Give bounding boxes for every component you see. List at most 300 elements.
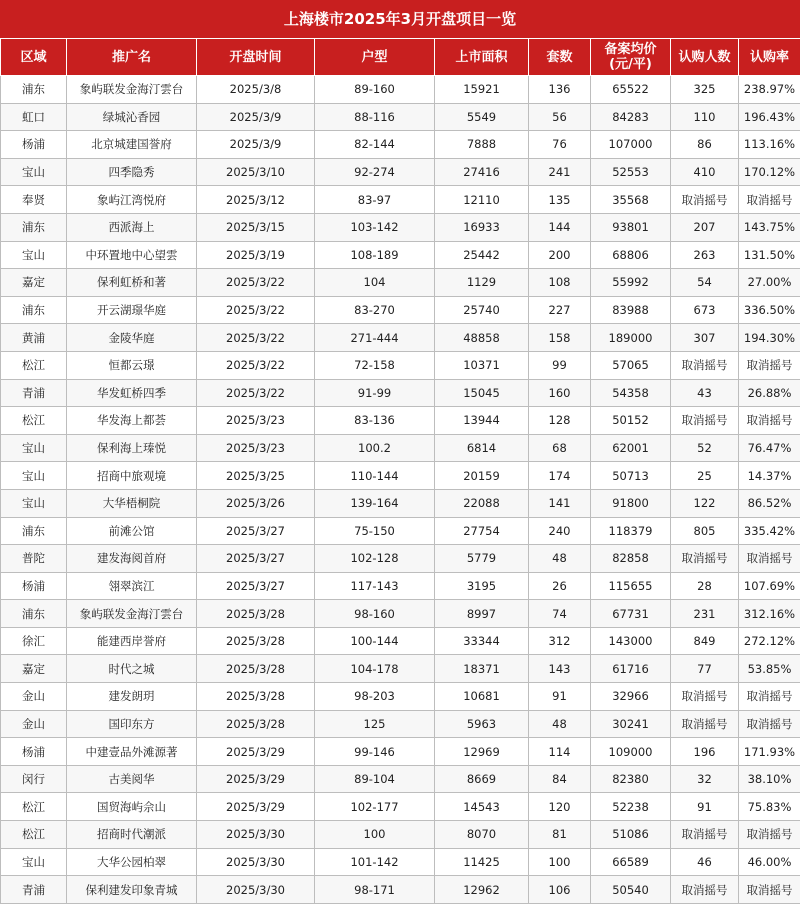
cell-unit-size: 139-164 bbox=[315, 489, 435, 517]
cell-unit-size: 82-144 bbox=[315, 131, 435, 159]
cell-avg-price: 84283 bbox=[591, 103, 671, 131]
cell-avg-price: 54358 bbox=[591, 379, 671, 407]
cell-listed-area: 27754 bbox=[435, 517, 529, 545]
cell-unit-size: 125 bbox=[315, 710, 435, 738]
cell-unit-count: 108 bbox=[529, 269, 591, 297]
cell-opening-date: 2025/3/22 bbox=[197, 324, 315, 352]
cell-opening-date: 2025/3/28 bbox=[197, 600, 315, 628]
cell-subscription-rate: 取消摇号 bbox=[739, 186, 800, 214]
cell-unit-count: 141 bbox=[529, 489, 591, 517]
cell-district: 松江 bbox=[1, 407, 67, 435]
cell-project-name: 华发虹桥四季 bbox=[67, 379, 197, 407]
cell-project-name: 开云湖璟华庭 bbox=[67, 296, 197, 324]
table-row bbox=[1, 545, 800, 573]
cell-unit-count: 120 bbox=[529, 793, 591, 821]
cell-listed-area: 48858 bbox=[435, 324, 529, 352]
cell-project-name: 时代之城 bbox=[67, 655, 197, 683]
cell-project-name: 能建西岸誉府 bbox=[67, 627, 197, 655]
cell-unit-size: 100-144 bbox=[315, 627, 435, 655]
header-row bbox=[1, 39, 800, 76]
cell-avg-price: 52553 bbox=[591, 158, 671, 186]
cell-listed-area: 33344 bbox=[435, 627, 529, 655]
cell-district: 松江 bbox=[1, 351, 67, 379]
column-header-unit-count: 套数 bbox=[529, 39, 591, 76]
cell-project-name: 翎翠滨江 bbox=[67, 572, 197, 600]
cell-subscribers: 196 bbox=[671, 738, 739, 766]
cell-unit-size: 101-142 bbox=[315, 848, 435, 876]
cell-listed-area: 8997 bbox=[435, 600, 529, 628]
table-row bbox=[1, 434, 800, 462]
cell-subscribers: 263 bbox=[671, 241, 739, 269]
cell-project-name: 古美阅华 bbox=[67, 765, 197, 793]
cell-opening-date: 2025/3/26 bbox=[197, 489, 315, 517]
cell-unit-count: 91 bbox=[529, 683, 591, 711]
cell-subscribers: 取消摇号 bbox=[671, 186, 739, 214]
cell-subscribers: 28 bbox=[671, 572, 739, 600]
table-row bbox=[1, 76, 800, 104]
table-body bbox=[1, 76, 800, 904]
cell-unit-count: 312 bbox=[529, 627, 591, 655]
cell-district: 宝山 bbox=[1, 848, 67, 876]
table-row bbox=[1, 848, 800, 876]
cell-project-name: 金陵华庭 bbox=[67, 324, 197, 352]
cell-unit-size: 102-128 bbox=[315, 545, 435, 573]
cell-subscription-rate: 取消摇号 bbox=[739, 545, 800, 573]
cell-avg-price: 68806 bbox=[591, 241, 671, 269]
cell-avg-price: 107000 bbox=[591, 131, 671, 159]
cell-project-name: 西派海上 bbox=[67, 213, 197, 241]
cell-district: 黄浦 bbox=[1, 324, 67, 352]
cell-avg-price: 82380 bbox=[591, 765, 671, 793]
cell-listed-area: 15921 bbox=[435, 76, 529, 104]
column-header-opening-date: 开盘时间 bbox=[197, 39, 315, 76]
cell-avg-price: 55992 bbox=[591, 269, 671, 297]
cell-listed-area: 8070 bbox=[435, 821, 529, 849]
cell-subscribers: 77 bbox=[671, 655, 739, 683]
cell-subscribers: 207 bbox=[671, 213, 739, 241]
project-table bbox=[0, 38, 800, 904]
table-header bbox=[1, 39, 800, 76]
page-title: 上海楼市2025年3月开盘项目一览 bbox=[0, 0, 800, 38]
cell-project-name: 保利建发印象青城 bbox=[67, 876, 197, 904]
cell-unit-count: 144 bbox=[529, 213, 591, 241]
cell-listed-area: 12110 bbox=[435, 186, 529, 214]
cell-subscription-rate: 取消摇号 bbox=[739, 876, 800, 904]
cell-unit-count: 81 bbox=[529, 821, 591, 849]
cell-project-name: 象屿江湾悦府 bbox=[67, 186, 197, 214]
cell-opening-date: 2025/3/22 bbox=[197, 351, 315, 379]
cell-district: 金山 bbox=[1, 710, 67, 738]
cell-subscription-rate: 238.97% bbox=[739, 76, 800, 104]
cell-district: 浦东 bbox=[1, 517, 67, 545]
cell-subscribers: 86 bbox=[671, 131, 739, 159]
cell-subscription-rate: 335.42% bbox=[739, 517, 800, 545]
cell-avg-price: 61716 bbox=[591, 655, 671, 683]
cell-project-name: 保利虹桥和著 bbox=[67, 269, 197, 297]
cell-subscribers: 25 bbox=[671, 462, 739, 490]
cell-unit-count: 200 bbox=[529, 241, 591, 269]
cell-opening-date: 2025/3/28 bbox=[197, 627, 315, 655]
table-row bbox=[1, 241, 800, 269]
cell-subscription-rate: 46.00% bbox=[739, 848, 800, 876]
cell-subscription-rate: 取消摇号 bbox=[739, 821, 800, 849]
cell-unit-count: 241 bbox=[529, 158, 591, 186]
cell-opening-date: 2025/3/22 bbox=[197, 269, 315, 297]
cell-project-name: 大华梧桐院 bbox=[67, 489, 197, 517]
cell-subscribers: 取消摇号 bbox=[671, 876, 739, 904]
cell-avg-price: 143000 bbox=[591, 627, 671, 655]
cell-listed-area: 20159 bbox=[435, 462, 529, 490]
cell-district: 松江 bbox=[1, 793, 67, 821]
cell-avg-price: 93801 bbox=[591, 213, 671, 241]
cell-unit-count: 68 bbox=[529, 434, 591, 462]
cell-subscribers: 122 bbox=[671, 489, 739, 517]
cell-district: 浦东 bbox=[1, 600, 67, 628]
cell-avg-price: 35568 bbox=[591, 186, 671, 214]
column-header-district: 区域 bbox=[1, 39, 67, 76]
cell-opening-date: 2025/3/30 bbox=[197, 821, 315, 849]
cell-district: 松江 bbox=[1, 821, 67, 849]
cell-subscribers: 取消摇号 bbox=[671, 683, 739, 711]
cell-listed-area: 14543 bbox=[435, 793, 529, 821]
table-row bbox=[1, 627, 800, 655]
cell-project-name: 中环置地中心望雲 bbox=[67, 241, 197, 269]
cell-subscription-rate: 196.43% bbox=[739, 103, 800, 131]
cell-subscribers: 307 bbox=[671, 324, 739, 352]
cell-subscription-rate: 272.12% bbox=[739, 627, 800, 655]
cell-subscription-rate: 取消摇号 bbox=[739, 683, 800, 711]
cell-project-name: 大华公园柏翠 bbox=[67, 848, 197, 876]
cell-listed-area: 5549 bbox=[435, 103, 529, 131]
table-row bbox=[1, 876, 800, 904]
cell-district: 青浦 bbox=[1, 379, 67, 407]
cell-subscribers: 取消摇号 bbox=[671, 545, 739, 573]
cell-unit-size: 100.2 bbox=[315, 434, 435, 462]
cell-subscription-rate: 14.37% bbox=[739, 462, 800, 490]
cell-opening-date: 2025/3/28 bbox=[197, 683, 315, 711]
cell-project-name: 恒都云璟 bbox=[67, 351, 197, 379]
table-row bbox=[1, 186, 800, 214]
cell-project-name: 中建壹品外滩源著 bbox=[67, 738, 197, 766]
cell-avg-price: 50713 bbox=[591, 462, 671, 490]
table-row bbox=[1, 379, 800, 407]
column-header-subscribers: 认购人数 bbox=[671, 39, 739, 76]
cell-avg-price: 118379 bbox=[591, 517, 671, 545]
cell-project-name: 建发朗玥 bbox=[67, 683, 197, 711]
cell-unit-size: 83-97 bbox=[315, 186, 435, 214]
cell-unit-count: 56 bbox=[529, 103, 591, 131]
cell-unit-size: 98-171 bbox=[315, 876, 435, 904]
cell-unit-count: 114 bbox=[529, 738, 591, 766]
cell-unit-count: 74 bbox=[529, 600, 591, 628]
cell-project-name: 象屿联发金海汀雲台 bbox=[67, 600, 197, 628]
cell-opening-date: 2025/3/29 bbox=[197, 765, 315, 793]
cell-unit-size: 271-444 bbox=[315, 324, 435, 352]
cell-listed-area: 3195 bbox=[435, 572, 529, 600]
cell-district: 宝山 bbox=[1, 489, 67, 517]
cell-avg-price: 32966 bbox=[591, 683, 671, 711]
table-row bbox=[1, 821, 800, 849]
table-row bbox=[1, 462, 800, 490]
table-row bbox=[1, 324, 800, 352]
cell-opening-date: 2025/3/27 bbox=[197, 545, 315, 573]
cell-unit-count: 143 bbox=[529, 655, 591, 683]
cell-opening-date: 2025/3/9 bbox=[197, 131, 315, 159]
cell-subscription-rate: 取消摇号 bbox=[739, 407, 800, 435]
cell-unit-count: 135 bbox=[529, 186, 591, 214]
cell-opening-date: 2025/3/25 bbox=[197, 462, 315, 490]
cell-district: 宝山 bbox=[1, 462, 67, 490]
cell-listed-area: 11425 bbox=[435, 848, 529, 876]
cell-avg-price: 189000 bbox=[591, 324, 671, 352]
cell-opening-date: 2025/3/30 bbox=[197, 876, 315, 904]
cell-subscription-rate: 194.30% bbox=[739, 324, 800, 352]
cell-unit-count: 136 bbox=[529, 76, 591, 104]
table-row bbox=[1, 683, 800, 711]
table-row bbox=[1, 269, 800, 297]
cell-subscribers: 805 bbox=[671, 517, 739, 545]
cell-unit-size: 98-160 bbox=[315, 600, 435, 628]
cell-unit-size: 92-274 bbox=[315, 158, 435, 186]
cell-subscribers: 取消摇号 bbox=[671, 407, 739, 435]
cell-subscription-rate: 38.10% bbox=[739, 765, 800, 793]
cell-district: 普陀 bbox=[1, 545, 67, 573]
cell-project-name: 保利海上瑧悦 bbox=[67, 434, 197, 462]
cell-unit-size: 100 bbox=[315, 821, 435, 849]
cell-subscription-rate: 131.50% bbox=[739, 241, 800, 269]
cell-subscription-rate: 取消摇号 bbox=[739, 351, 800, 379]
cell-district: 浦东 bbox=[1, 76, 67, 104]
cell-avg-price: 50152 bbox=[591, 407, 671, 435]
cell-subscription-rate: 取消摇号 bbox=[739, 710, 800, 738]
cell-unit-size: 83-270 bbox=[315, 296, 435, 324]
cell-unit-size: 89-160 bbox=[315, 76, 435, 104]
table-row bbox=[1, 351, 800, 379]
cell-unit-size: 75-150 bbox=[315, 517, 435, 545]
cell-unit-size: 91-99 bbox=[315, 379, 435, 407]
table-row bbox=[1, 765, 800, 793]
cell-subscription-rate: 170.12% bbox=[739, 158, 800, 186]
cell-avg-price: 65522 bbox=[591, 76, 671, 104]
cell-avg-price: 51086 bbox=[591, 821, 671, 849]
table-row bbox=[1, 517, 800, 545]
cell-district: 杨浦 bbox=[1, 131, 67, 159]
table-row bbox=[1, 296, 800, 324]
cell-listed-area: 16933 bbox=[435, 213, 529, 241]
cell-subscribers: 取消摇号 bbox=[671, 710, 739, 738]
column-header-unit-size: 户型 bbox=[315, 39, 435, 76]
cell-district: 嘉定 bbox=[1, 655, 67, 683]
cell-district: 青浦 bbox=[1, 876, 67, 904]
cell-subscribers: 43 bbox=[671, 379, 739, 407]
cell-subscribers: 849 bbox=[671, 627, 739, 655]
cell-listed-area: 15045 bbox=[435, 379, 529, 407]
cell-avg-price: 30241 bbox=[591, 710, 671, 738]
cell-avg-price: 57065 bbox=[591, 351, 671, 379]
cell-district: 奉贤 bbox=[1, 186, 67, 214]
cell-listed-area: 18371 bbox=[435, 655, 529, 683]
cell-unit-count: 48 bbox=[529, 545, 591, 573]
cell-district: 闵行 bbox=[1, 765, 67, 793]
column-header-avg-price: 备案均价 (元/平) bbox=[591, 39, 671, 76]
cell-district: 宝山 bbox=[1, 434, 67, 462]
cell-listed-area: 8669 bbox=[435, 765, 529, 793]
cell-opening-date: 2025/3/22 bbox=[197, 296, 315, 324]
cell-unit-count: 240 bbox=[529, 517, 591, 545]
cell-subscription-rate: 86.52% bbox=[739, 489, 800, 517]
cell-avg-price: 82858 bbox=[591, 545, 671, 573]
cell-project-name: 招商时代潮派 bbox=[67, 821, 197, 849]
cell-unit-size: 98-203 bbox=[315, 683, 435, 711]
cell-project-name: 国贸海屿佘山 bbox=[67, 793, 197, 821]
cell-subscription-rate: 336.50% bbox=[739, 296, 800, 324]
cell-unit-size: 99-146 bbox=[315, 738, 435, 766]
table-row bbox=[1, 489, 800, 517]
cell-unit-size: 102-177 bbox=[315, 793, 435, 821]
column-header-project-name: 推广名 bbox=[67, 39, 197, 76]
table-row bbox=[1, 572, 800, 600]
cell-unit-size: 88-116 bbox=[315, 103, 435, 131]
cell-subscribers: 46 bbox=[671, 848, 739, 876]
cell-subscription-rate: 27.00% bbox=[739, 269, 800, 297]
cell-opening-date: 2025/3/15 bbox=[197, 213, 315, 241]
cell-unit-size: 89-104 bbox=[315, 765, 435, 793]
table-row bbox=[1, 710, 800, 738]
cell-unit-size: 110-144 bbox=[315, 462, 435, 490]
cell-district: 杨浦 bbox=[1, 572, 67, 600]
table-row bbox=[1, 655, 800, 683]
cell-project-name: 绿城沁香园 bbox=[67, 103, 197, 131]
cell-listed-area: 22088 bbox=[435, 489, 529, 517]
cell-subscription-rate: 312.16% bbox=[739, 600, 800, 628]
cell-unit-size: 72-158 bbox=[315, 351, 435, 379]
cell-subscription-rate: 26.88% bbox=[739, 379, 800, 407]
cell-opening-date: 2025/3/12 bbox=[197, 186, 315, 214]
cell-listed-area: 13944 bbox=[435, 407, 529, 435]
cell-project-name: 建发海阅首府 bbox=[67, 545, 197, 573]
cell-project-name: 前滩公馆 bbox=[67, 517, 197, 545]
cell-subscribers: 取消摇号 bbox=[671, 821, 739, 849]
cell-avg-price: 52238 bbox=[591, 793, 671, 821]
cell-avg-price: 50540 bbox=[591, 876, 671, 904]
table-row bbox=[1, 407, 800, 435]
cell-unit-count: 76 bbox=[529, 131, 591, 159]
table-row bbox=[1, 131, 800, 159]
cell-listed-area: 10371 bbox=[435, 351, 529, 379]
cell-listed-area: 12962 bbox=[435, 876, 529, 904]
cell-unit-count: 26 bbox=[529, 572, 591, 600]
cell-avg-price: 109000 bbox=[591, 738, 671, 766]
cell-district: 杨浦 bbox=[1, 738, 67, 766]
cell-avg-price: 83988 bbox=[591, 296, 671, 324]
cell-subscribers: 32 bbox=[671, 765, 739, 793]
cell-subscribers: 325 bbox=[671, 76, 739, 104]
cell-project-name: 国印东方 bbox=[67, 710, 197, 738]
cell-unit-size: 103-142 bbox=[315, 213, 435, 241]
cell-subscribers: 54 bbox=[671, 269, 739, 297]
cell-subscription-rate: 107.69% bbox=[739, 572, 800, 600]
column-header-subscription-rate: 认购率 bbox=[739, 39, 800, 76]
cell-opening-date: 2025/3/9 bbox=[197, 103, 315, 131]
cell-avg-price: 91800 bbox=[591, 489, 671, 517]
cell-unit-size: 104 bbox=[315, 269, 435, 297]
cell-unit-size: 108-189 bbox=[315, 241, 435, 269]
table-row bbox=[1, 213, 800, 241]
cell-avg-price: 66589 bbox=[591, 848, 671, 876]
cell-opening-date: 2025/3/28 bbox=[197, 710, 315, 738]
cell-subscription-rate: 76.47% bbox=[739, 434, 800, 462]
cell-unit-count: 99 bbox=[529, 351, 591, 379]
cell-unit-count: 158 bbox=[529, 324, 591, 352]
cell-project-name: 华发海上都荟 bbox=[67, 407, 197, 435]
cell-unit-count: 106 bbox=[529, 876, 591, 904]
cell-avg-price: 67731 bbox=[591, 600, 671, 628]
cell-opening-date: 2025/3/10 bbox=[197, 158, 315, 186]
cell-district: 浦东 bbox=[1, 213, 67, 241]
cell-avg-price: 62001 bbox=[591, 434, 671, 462]
cell-opening-date: 2025/3/27 bbox=[197, 517, 315, 545]
cell-listed-area: 5963 bbox=[435, 710, 529, 738]
cell-opening-date: 2025/3/30 bbox=[197, 848, 315, 876]
cell-subscribers: 231 bbox=[671, 600, 739, 628]
cell-subscription-rate: 143.75% bbox=[739, 213, 800, 241]
cell-opening-date: 2025/3/19 bbox=[197, 241, 315, 269]
cell-listed-area: 7888 bbox=[435, 131, 529, 159]
cell-unit-count: 100 bbox=[529, 848, 591, 876]
cell-project-name: 象屿联发金海汀雲台 bbox=[67, 76, 197, 104]
cell-project-name: 四季隐秀 bbox=[67, 158, 197, 186]
cell-district: 金山 bbox=[1, 683, 67, 711]
cell-listed-area: 10681 bbox=[435, 683, 529, 711]
cell-subscription-rate: 75.83% bbox=[739, 793, 800, 821]
cell-district: 嘉定 bbox=[1, 269, 67, 297]
cell-opening-date: 2025/3/27 bbox=[197, 572, 315, 600]
cell-listed-area: 5779 bbox=[435, 545, 529, 573]
cell-project-name: 北京城建国誉府 bbox=[67, 131, 197, 159]
table-row bbox=[1, 793, 800, 821]
cell-district: 宝山 bbox=[1, 158, 67, 186]
cell-opening-date: 2025/3/29 bbox=[197, 738, 315, 766]
column-header-listed-area: 上市面积 bbox=[435, 39, 529, 76]
cell-subscribers: 取消摇号 bbox=[671, 351, 739, 379]
cell-unit-count: 48 bbox=[529, 710, 591, 738]
cell-opening-date: 2025/3/22 bbox=[197, 379, 315, 407]
cell-unit-size: 117-143 bbox=[315, 572, 435, 600]
cell-listed-area: 12969 bbox=[435, 738, 529, 766]
cell-listed-area: 6814 bbox=[435, 434, 529, 462]
cell-subscribers: 91 bbox=[671, 793, 739, 821]
cell-avg-price: 115655 bbox=[591, 572, 671, 600]
cell-subscription-rate: 53.85% bbox=[739, 655, 800, 683]
cell-subscription-rate: 171.93% bbox=[739, 738, 800, 766]
cell-listed-area: 25442 bbox=[435, 241, 529, 269]
cell-district: 浦东 bbox=[1, 296, 67, 324]
table-row bbox=[1, 600, 800, 628]
cell-opening-date: 2025/3/23 bbox=[197, 434, 315, 462]
table-row bbox=[1, 103, 800, 131]
cell-listed-area: 25740 bbox=[435, 296, 529, 324]
cell-unit-count: 227 bbox=[529, 296, 591, 324]
cell-unit-size: 104-178 bbox=[315, 655, 435, 683]
cell-unit-size: 83-136 bbox=[315, 407, 435, 435]
cell-subscribers: 673 bbox=[671, 296, 739, 324]
cell-project-name: 招商中旅观境 bbox=[67, 462, 197, 490]
cell-subscribers: 410 bbox=[671, 158, 739, 186]
cell-opening-date: 2025/3/8 bbox=[197, 76, 315, 104]
cell-unit-count: 174 bbox=[529, 462, 591, 490]
table-row bbox=[1, 738, 800, 766]
cell-opening-date: 2025/3/29 bbox=[197, 793, 315, 821]
